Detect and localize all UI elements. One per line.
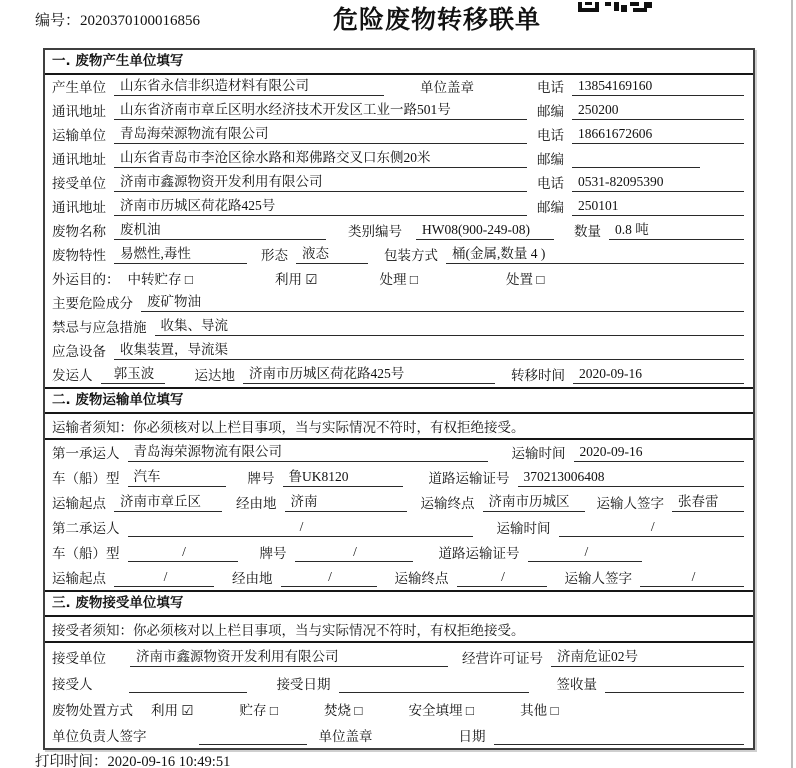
accept-date-value [339, 678, 529, 693]
vehicle-type-label: 车（船）型 [52, 471, 120, 486]
permit-value: 济南危证02号 [551, 645, 744, 667]
section1-heading: 一. 废物产生单位填写 [45, 50, 753, 75]
code-label: 类别编号 [348, 224, 402, 239]
route-end-value: 济南市历城区 [483, 490, 585, 512]
purpose-option-dispose: 处置 □ [506, 272, 545, 287]
emergency-row [45, 315, 753, 339]
route-start-value: 济南市章丘区 [114, 490, 222, 512]
road-license-label: 道路运输证号 [438, 546, 520, 561]
serial-value: 2020370100016856 [80, 13, 201, 29]
producer-address-row [45, 99, 753, 123]
hazard-value: 废矿物油 [141, 290, 744, 312]
route1-row [45, 490, 753, 515]
address-label: 通讯地址 [52, 200, 106, 215]
producer-label: 产生单位 [52, 80, 106, 95]
route-start-value: / [114, 569, 214, 587]
section2-notice: 运输者须知：你必须核对以上栏目事项，当与实际情况不符时，有权拒绝接受。 [45, 414, 753, 440]
section2-heading: 二. 废物运输单位填写 [45, 387, 753, 414]
receiver-zip-group [537, 196, 744, 216]
route-end-label: 运输终点 [394, 571, 449, 586]
transporter-unit-label: 运输单位 [52, 128, 106, 143]
carrier-sign-label: 运输人签字 [596, 496, 664, 511]
vehicle-type-label: 车（船）型 [52, 546, 120, 561]
disposal-row [45, 696, 753, 722]
phone-value: 0531-82095390 [572, 174, 744, 192]
hazard-row [45, 291, 753, 315]
plate-value: 鲁UK8120 [283, 465, 403, 487]
route-start-label: 运输起点 [52, 496, 106, 511]
page-right-edge [791, 0, 793, 768]
carrier1-value: 青岛海荣源物流有限公司 [128, 440, 488, 462]
qty-label: 数量 [574, 224, 601, 239]
acceptor-label: 接受人 [52, 677, 93, 692]
disposal-option-store: 贮存 □ [239, 703, 279, 718]
accept-unit-label: 接受单位 [52, 651, 106, 666]
disposal-option-incinerate: 焚烧 □ [324, 703, 363, 718]
section3-notice: 接受者须知：你必须核对以上栏目事项，当与实际情况不符时，有权拒绝接受。 [45, 617, 753, 643]
receiver-row [45, 171, 753, 195]
purpose-option-treat: 处理 □ [379, 272, 419, 287]
route-via-label: 经由地 [232, 571, 273, 586]
pack-value: 桶(金属,数量 4 ) [446, 242, 744, 264]
destination-value: 济南市历城区荷花路425号 [243, 362, 495, 384]
responsible-sign-label: 单位负责人签字 [52, 729, 147, 744]
date-value [494, 730, 745, 745]
purpose-label: 外运目的： [52, 272, 120, 287]
responsible-sign-value [199, 730, 307, 745]
carrier2-row [45, 515, 753, 540]
qr-code-partial-icon [578, 0, 652, 10]
phone-value: 18661672606 [572, 126, 744, 144]
route-end-label: 运输终点 [420, 496, 475, 511]
equipment-label: 应急设备 [52, 344, 106, 359]
transporter-row [45, 123, 753, 147]
transfer-time-label: 转移时间 [511, 368, 565, 383]
form-label: 形态 [261, 248, 288, 263]
disposal-option-landfill: 安全填埋 □ [408, 703, 475, 718]
zip-label: 邮编 [537, 200, 564, 215]
received-qty-value [605, 678, 744, 693]
print-time-value: 2020-09-16 10:49:51 [107, 754, 231, 768]
disposal-label: 废物处置方式 [52, 703, 133, 718]
unit-seal-label: 单位盖章 [318, 729, 373, 744]
route-via-value: 济南 [285, 490, 407, 512]
producer-row [45, 75, 753, 99]
carrier1-label: 第一承运人 [52, 446, 120, 461]
hazard-label: 主要危险成分 [52, 296, 133, 311]
producer-phone-group [537, 76, 744, 96]
plate-label: 牌号 [259, 546, 287, 561]
road-license-label: 道路运输证号 [428, 471, 510, 486]
code-value: HW08(900-249-08) [416, 222, 554, 240]
waste-name-value: 废机油 [114, 218, 326, 240]
purpose-option-transfer: 中转贮存 □ [127, 272, 194, 287]
carrier-sign-value: / [640, 569, 744, 587]
plate-label: 牌号 [247, 471, 275, 486]
acceptor-value [129, 678, 247, 693]
address-value: 济南市历城区荷花路425号 [114, 194, 527, 216]
equipment-value: 收集装置，导流渠 [114, 338, 744, 360]
emergency-value: 收集、导流 [155, 314, 745, 336]
disposal-option-other: 其他 □ [520, 703, 559, 718]
dispatch-row [45, 363, 753, 387]
dispatcher-label: 发运人 [52, 368, 93, 383]
manifest-table [43, 48, 755, 750]
waste-props-label: 废物特性 [52, 248, 106, 263]
transport-time-label: 运输时间 [511, 446, 566, 461]
receiver-value: 济南市鑫源物资开发利用有限公司 [114, 170, 527, 192]
route-start-label: 运输起点 [52, 571, 106, 586]
serial-label: 编号： [35, 13, 81, 29]
disposal-option-utilize: 利用 ☑ [151, 703, 194, 718]
carrier1-row [45, 440, 753, 465]
purpose-option-utilize: 利用 ☑ [275, 272, 318, 287]
zip-label: 邮编 [537, 152, 564, 167]
vehicle2-row [45, 540, 753, 565]
address-value: 山东省青岛市李沧区徐水路和郑佛路交叉口东侧20米 [114, 146, 527, 168]
transport-time-value: 2020-09-16 [574, 444, 745, 462]
receiver-address-row [45, 195, 753, 219]
carrier2-label: 第二承运人 [52, 521, 120, 536]
road-license-value: 370213006408 [518, 469, 745, 487]
route-via-value: / [281, 569, 377, 587]
seal-label: 单位盖章 [420, 80, 474, 95]
form-value: 液态 [296, 242, 368, 264]
road-license-value: / [528, 544, 643, 562]
pack-label: 包装方式 [384, 248, 438, 263]
purpose-row [45, 267, 753, 291]
waste-name-row [45, 219, 753, 243]
transporter-zip-group [537, 148, 744, 168]
destination-label: 运达地 [194, 368, 235, 383]
transport-time-value: / [559, 519, 745, 537]
phone-label: 电话 [537, 128, 564, 143]
acceptor-row [45, 670, 753, 696]
transporter-address-row [45, 147, 753, 171]
route2-row [45, 565, 753, 590]
receiver-label: 接受单位 [52, 176, 106, 191]
address-label: 通讯地址 [52, 104, 106, 119]
receiver-phone-group [537, 172, 744, 192]
accept-unit-value: 济南市鑫源物资开发利用有限公司 [130, 645, 448, 667]
zip-value: 250101 [572, 198, 744, 216]
route-end-value: / [457, 569, 547, 587]
print-time-line [35, 750, 230, 768]
dispatcher-value: 郭玉波 [101, 362, 165, 384]
carrier-sign-value: 张春雷 [672, 490, 744, 512]
permit-label: 经营许可证号 [462, 651, 543, 666]
accept-unit-row [45, 643, 753, 670]
plate-value: / [295, 544, 413, 562]
qty-value: 0.8 吨 [609, 218, 744, 240]
address-value: 山东省济南市章丘区明水经济技术开发区工业一路501号 [114, 98, 527, 120]
date-label: 日期 [458, 729, 486, 744]
zip-label: 邮编 [537, 104, 564, 119]
zip-value: 250200 [572, 102, 744, 120]
address-label: 通讯地址 [52, 152, 106, 167]
vehicle1-row [45, 465, 753, 490]
waste-name-label: 废物名称 [52, 224, 106, 239]
section3-heading: 三. 废物接受单位填写 [45, 590, 753, 617]
vehicle-type-value: / [128, 544, 238, 562]
waste-props-row [45, 243, 753, 267]
route-via-label: 经由地 [236, 496, 277, 511]
transporter-value: 青岛海荣源物流有限公司 [114, 122, 527, 144]
accept-date-label: 接受日期 [276, 677, 331, 692]
producer-value: 山东省永信非织造材料有限公司 [114, 74, 384, 96]
carrier2-value: / [128, 519, 473, 537]
equipment-row [45, 339, 753, 363]
vehicle-type-value: 汽车 [128, 465, 226, 487]
transporter-phone-group [537, 124, 744, 144]
zip-value [572, 153, 700, 168]
page-title: 危险废物转移联单 [332, 5, 541, 34]
transport-time-label: 运输时间 [496, 521, 551, 536]
phone-label: 电话 [537, 80, 564, 95]
emergency-label: 禁忌与应急措施 [52, 320, 147, 335]
phone-value: 13854169160 [572, 78, 744, 96]
transfer-time-value: 2020-09-16 [573, 366, 744, 384]
carrier-sign-label: 运输人签字 [564, 571, 632, 586]
phone-label: 电话 [537, 176, 564, 191]
received-qty-label: 签收量 [556, 677, 597, 692]
producer-zip-group [537, 100, 744, 120]
print-time-label: 打印时间： [35, 754, 108, 768]
waste-props-value: 易燃性,毒性 [114, 242, 247, 264]
responsible-sign-row [45, 722, 753, 748]
